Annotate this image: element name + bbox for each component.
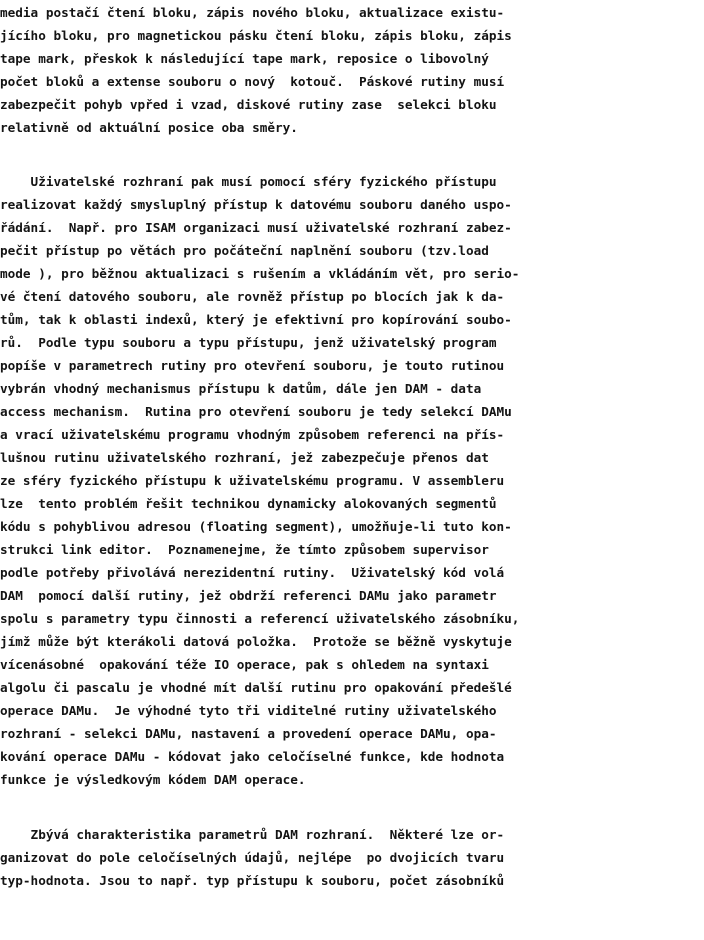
text-line: typ-hodnota. Jsou to např. typ přístupu k souboru, počet zásobníků bbox=[0, 873, 505, 888]
text-line: tape mark, přeskok k následující tape mark, reposice o libovolný bbox=[0, 51, 489, 66]
text-line: lušnou rutinu uživatelského rozhraní, jež zabezpečuje přenos dat bbox=[0, 450, 489, 465]
text-line: řádání. Např. pro ISAM organizaci musí uživatelské rozhraní zabez- bbox=[0, 220, 512, 235]
text-line: vé čtení datového souboru, ale rovněž přístup po blocích jak k da- bbox=[0, 289, 505, 304]
text-line: rozhraní - selekci DAMu, nastavení a provedení operace DAMu, opa- bbox=[0, 726, 497, 741]
text-line: a vrací uživatelskému programu vhodným způsobem referenci na přís- bbox=[0, 427, 505, 442]
text-line: ganizovat do pole celočíselných údajů, nejlépe po dvojicích tvaru bbox=[0, 850, 505, 865]
text-line: vícenásobné opakování téže IO operace, pak s ohledem na syntaxi bbox=[0, 657, 489, 672]
text-line: ze sféry fyzického přístupu k uživatelskému programu. V assembleru bbox=[0, 473, 505, 488]
text-line: vybrán vhodný mechanismus přístupu k datům, dále jen DAM - data bbox=[0, 381, 482, 396]
text-line: lze tento problém řešit technikou dynamicky alokovaných segmentů bbox=[0, 496, 497, 511]
text-line: rů. Podle typu souboru a typu přístupu, jenž uživatelský program bbox=[0, 335, 497, 350]
text-line: tům, tak k oblasti indexů, který je efektivní pro kopírování soubo- bbox=[0, 312, 512, 327]
text-line: access mechanism. Rutina pro otevření souboru je tedy selekcí DAMu bbox=[0, 404, 512, 419]
text-line: jícího bloku, pro magnetickou pásku čtení bloku, zápis bloku, zápis bbox=[0, 28, 512, 43]
text-line: kódu s pohyblivou adresou (floating segment), umožňuje-li tuto kon- bbox=[0, 519, 512, 534]
text-line: pečit přístup po větách pro počáteční naplnění souboru (tzv.load bbox=[0, 243, 489, 258]
text-line: media postačí čtení bloku, zápis nového bloku, aktualizace existu- bbox=[0, 5, 505, 20]
text-line: spolu s parametry typu činnosti a referencí uživatelského zásobníku, bbox=[0, 611, 520, 626]
text-line: strukci link editor. Poznamenejme, že tímto způsobem supervisor bbox=[0, 542, 489, 557]
text-line: počet bloků a extense souboru o nový kotouč. Páskové rutiny musí bbox=[0, 74, 505, 89]
text-line: realizovat každý smysluplný přístup k datovému souboru daného uspo- bbox=[0, 197, 512, 212]
text-line: jímž může být kterákoli datová položka. Protože se běžně vyskytuje bbox=[0, 634, 512, 649]
text-line: zabezpečit pohyb vpřed i vzad, diskové rutiny zase selekci bloku bbox=[0, 97, 497, 112]
text-line: funkce je výsledkovým kódem DAM operace. bbox=[0, 772, 306, 787]
text-line: algolu či pascalu je vhodné mít další rutinu pro opakování předešlé bbox=[0, 680, 512, 695]
text-line: Uživatelské rozhraní pak musí pomocí sféry fyzického přístupu bbox=[0, 174, 497, 189]
text-line: operace DAMu. Je výhodné tyto tři viditelné rutiny uživatelského bbox=[0, 703, 497, 718]
text-line: popíše v parametrech rutiny pro otevření souboru, je touto rutinou bbox=[0, 358, 505, 373]
text-line: podle potřeby přivolává nerezidentní rutiny. Uživatelský kód volá bbox=[0, 565, 505, 580]
text-line: kování operace DAMu - kódovat jako celočíselné funkce, kde hodnota bbox=[0, 749, 505, 764]
text-line: Zbývá charakteristika parametrů DAM rozhraní. Některé lze or- bbox=[0, 827, 505, 842]
text-line: relativně od aktuální posice oba směry. bbox=[0, 120, 298, 135]
text-line: mode ), pro běžnou aktualizaci s rušením a vkládáním vět, pro serio- bbox=[0, 266, 520, 281]
text-line: DAM pomocí další rutiny, jež obdrží referenci DAMu jako parametr bbox=[0, 588, 497, 603]
